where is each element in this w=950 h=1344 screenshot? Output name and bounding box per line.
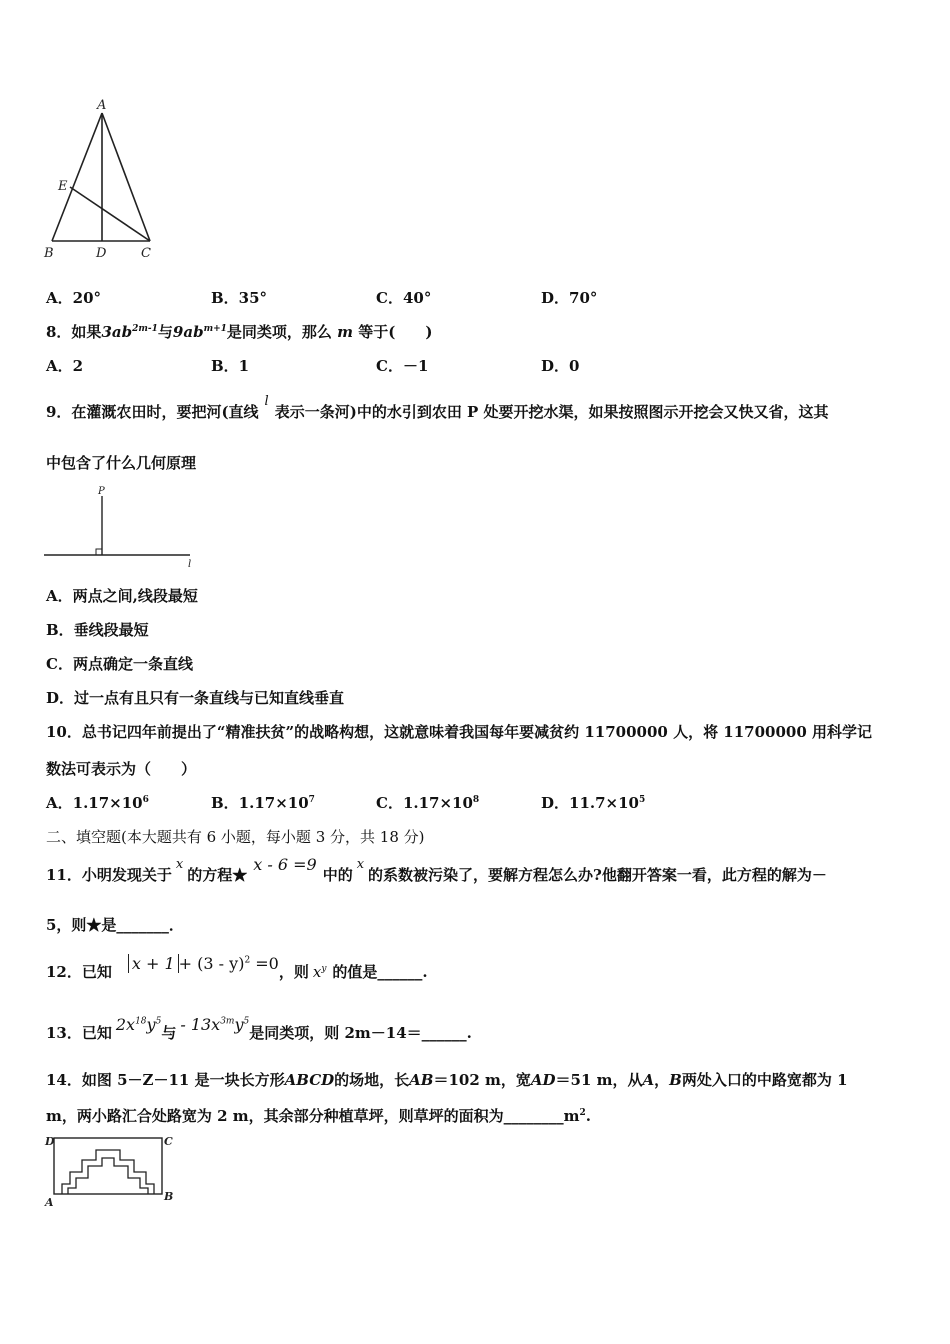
- label-d: D: [45, 1135, 55, 1148]
- q10-stem-line2: 数法可表示为（ ）: [46, 760, 197, 778]
- q10-option-a[interactable]: A．$1.17\times 10^6$: [46, 794, 149, 812]
- q9-option-d[interactable]: D．过一点有且只有一条直线与已知直线垂直: [46, 689, 345, 707]
- q11-x2: x: [356, 857, 365, 872]
- label-e: E: [58, 179, 68, 194]
- label-a: A: [97, 98, 107, 113]
- q13-term1: $2x^{18}y^5$: [115, 1015, 162, 1034]
- q7-option-b[interactable]: B．35°: [211, 289, 268, 307]
- rectangle-path-figure: [40, 1130, 190, 1210]
- q13-stem[interactable]: [46, 1015, 472, 1043]
- q13-prefix: 13．已知: [46, 1024, 112, 1042]
- label-c: C: [164, 1135, 173, 1148]
- q13-suffix: 是同类项，则 2m－14＝______.: [249, 1024, 472, 1042]
- q12-prefix: 12．已知: [46, 963, 112, 981]
- q10-option-d[interactable]: D．$11.7\times 10^5$: [541, 794, 646, 812]
- label-d: D: [96, 246, 107, 261]
- q12-equation: x + 1 + (3 - y)$^2$ =0: [112, 954, 279, 973]
- q8-mid: 是同类项，那么: [226, 323, 332, 341]
- q12-power: $x^y$: [312, 963, 327, 981]
- q11-x1: x: [175, 857, 184, 872]
- label-c: C: [141, 246, 151, 261]
- q8-stem: [46, 321, 432, 342]
- q9-stem-line1: [46, 394, 829, 422]
- q11-stem-line1: [46, 855, 827, 885]
- segment-ab: [52, 113, 102, 241]
- q11-part2: 的方程★: [187, 866, 248, 884]
- q12-suffix: 的值是______.: [332, 963, 428, 981]
- q8-prefix: 8．如果: [46, 323, 102, 341]
- label-p: P: [98, 486, 105, 497]
- q9-stem-line2: 中包含了什么几何原理: [46, 454, 197, 472]
- q9-option-b[interactable]: B．垂线段最短: [46, 621, 149, 639]
- q8-option-d[interactable]: D．0: [541, 357, 580, 375]
- q11-part4: 的系数被污染了，要解方程怎么办?他翻开答案一看，此方程的解为－: [368, 866, 827, 884]
- q8-term2: $9ab^{m+1}$: [172, 323, 227, 341]
- right-angle-mark: [96, 549, 102, 555]
- label-b: B: [44, 246, 54, 261]
- q7-option-c[interactable]: C．40°: [376, 289, 432, 307]
- q11-part1: 11．小明发现关于: [46, 866, 172, 884]
- q9-option-c[interactable]: C．两点确定一条直线: [46, 655, 193, 673]
- q7-option-d[interactable]: D．70°: [541, 289, 598, 307]
- q8-term1: $3ab^{2m-1}$: [101, 323, 158, 341]
- label-a: A: [45, 1196, 54, 1209]
- segment-ec: [70, 187, 150, 241]
- q9-option-a[interactable]: A．两点之间,线段最短: [46, 587, 198, 605]
- section2-title: 二、填空题(本大题共有 6 小题，每小题 3 分，共 18 分): [46, 828, 425, 846]
- q14-stem-line1: 14．如图 5－Z－11 是一块长方形ABCD的场地，长AB＝102 m，宽AD＝51 m，从A，B两处入口的中路宽都为 1: [46, 1071, 848, 1089]
- q9-stem-part2: 表示一条河)中的水引到农田 P 处要开挖水渠，如果按照图示开挖会又快又省，这其: [274, 403, 829, 421]
- q8-option-c[interactable]: C．－1: [376, 357, 429, 375]
- q10-option-b[interactable]: B．$1.17\times 10^7$: [211, 794, 315, 812]
- q8-option-b[interactable]: B．1: [211, 357, 250, 375]
- q11-equation: x - 6 =9: [253, 855, 317, 874]
- label-l: l: [188, 559, 192, 570]
- q10-option-c[interactable]: C．$1.17\times 10^8$: [376, 794, 480, 812]
- q8-option-a[interactable]: A．2: [46, 357, 84, 375]
- path-inner: [68, 1158, 148, 1194]
- q9-stem-part1: 9．在灌溉农田时，要把河(直线: [46, 403, 259, 421]
- q13-term2: - $13x^{3m}y^5$: [180, 1015, 250, 1034]
- q14-stem-line2[interactable]: m，两小路汇合处路宽为 2 m，其余部分种植草坪，则草坪的面积为$\_\_\_\_\_\_\_\_m^2$.: [46, 1107, 591, 1125]
- perpendicular-figure: [40, 482, 200, 572]
- triangle-figure: [40, 95, 160, 265]
- q10-stem-line1: 10．总书记四年前提出了“精准扶贫”的战略构想，这就意味着我国每年要减贫约 11700000 人，将 11700000 用科学记: [46, 723, 873, 741]
- q8-suffix: 等于( ): [358, 323, 433, 341]
- q12-stem[interactable]: [46, 954, 428, 982]
- q13-joiner: 与: [161, 1024, 177, 1042]
- q8-joiner: 与: [157, 323, 173, 341]
- q11-part3: 中的: [322, 866, 353, 884]
- q12-then: ，则: [278, 963, 309, 981]
- q8-var: m: [337, 323, 354, 341]
- label-b: B: [164, 1190, 174, 1203]
- segment-ac: [102, 113, 150, 241]
- field-rectangle: [54, 1138, 162, 1194]
- q9-line-symbol: l: [264, 394, 269, 409]
- q11-stem-line2[interactable]: 5，则★是_______．: [46, 916, 184, 934]
- q7-option-a[interactable]: A．20°: [46, 289, 102, 307]
